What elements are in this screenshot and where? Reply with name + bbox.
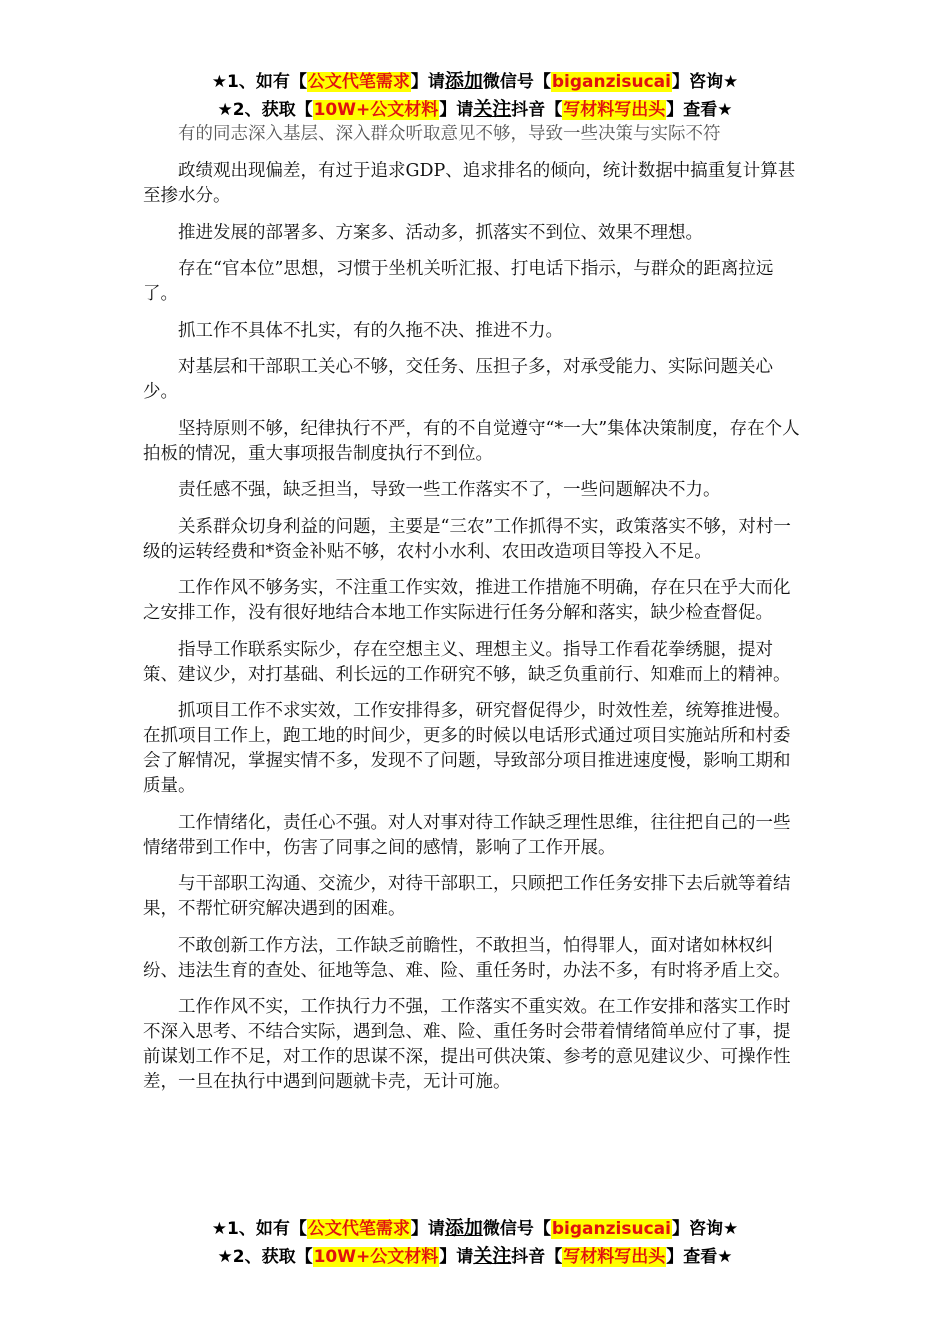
paragraph: 指导工作联系实际少，存在空想主义、理想主义。指导工作看花拳绣腿，提对策、建议少，对打基础、利长远的工作研究不够，缺乏负重前行、知难而上的精神。: [143, 639, 791, 685]
douyin-account: 写材料写出头: [563, 100, 666, 120]
paragraph: 有的同志深入基层、深入群众听取意见不够，导致一些决策与实际不符: [178, 124, 721, 144]
promo-line-1: ★1、如有【公文代笔需求】请添加微信号【biganzisucai】咨询★: [211, 70, 739, 92]
promo-banner-top: [0, 68, 950, 124]
promo-banner-bottom: [0, 1215, 950, 1271]
document-body: [143, 122, 803, 1107]
paragraph: 工作作风不够务实，不注重工作实效，推进工作措施不明确，存在只在乎大而化之安排工作，没有很好地结合本地工作实际进行任务分解和落实，缺少检查督促。: [143, 578, 791, 623]
paragraph: 抓项目工作不求实效，工作安排得多，研究督促得少，时效性差，统筹推进慢。在抓项目工作上，跑工地的时间少，更多的时候以电话形式通过项目实施站所和村委会了解情况，掌握实情不多，发现不了问题，导致部分项目推进速度慢，影响工期和质量。: [143, 701, 791, 796]
promo-highlight: 10W+公文材料: [313, 1247, 439, 1267]
paragraph: 责任感不强，缺乏担当，导致一些工作落实不了，一些问题解决不力。: [178, 480, 721, 500]
paragraph: 关系群众切身利益的问题，主要是“三农”工作抓得不实，政策落实不够，对村一级的运转经费和*资金补贴不够，农村小水利、农田改造项目等投入不足。: [143, 516, 791, 562]
paragraph: 坚持原则不够，纪律执行不严，有的不自觉遵守“*一大”集体决策制度，存在个人拍板的情况，重大事项报告制度执行不到位。: [143, 418, 800, 464]
promo-line-2: ★2、获取【10W+公文材料】请关注抖音【写材料写出头】查看★: [217, 98, 733, 120]
wechat-id: biganzisucai: [551, 72, 671, 92]
promo-highlight: 公文代笔需求: [307, 72, 410, 92]
wechat-id: biganzisucai: [551, 1219, 671, 1239]
paragraph: 抓工作不具体不扎实，有的久拖不决、推进不力。: [178, 320, 563, 341]
paragraph: 对基层和干部职工关心不够，交任务、压担子多，对承受能力、实际问题关心少。: [143, 357, 773, 402]
promo-line-1: ★1、如有【公文代笔需求】请添加微信号【biganzisucai】咨询★: [211, 1217, 739, 1239]
promo-line-2: ★2、获取【10W+公文材料】请关注抖音【写材料写出头】查看★: [217, 1245, 733, 1267]
paragraph: 推进发展的部署多、方案多、活动多，抓落实不到位、效果不理想。: [178, 222, 703, 243]
paragraph: 与干部职工沟通、交流少，对待干部职工，只顾把工作任务安排下去后就等着结果，不帮忙研究解决遇到的困难。: [143, 874, 791, 919]
promo-highlight: 公文代笔需求: [307, 1219, 410, 1239]
paragraph: 存在“官本位”思想，习惯于坐机关听汇报、打电话下指示，与群众的距离拉远了。: [143, 259, 774, 304]
paragraph: 工作作风不实，工作执行力不强，工作落实不重实效。在工作安排和落实工作时不深入思考、不结合实际，遇到急、难、险、重任务时会带着情绪简单应付了事，提前谋划工作不足，对工作的思谋不深，提出可供决策、参考的意见建议少、可操作性差，一旦在执行中遇到问题就卡壳，无计可施。: [143, 997, 791, 1092]
paragraph: 工作情绪化，责任心不强。对人对事对待工作缺乏理性思维，往往把自己的一些情绪带到工作中，伤害了同事之间的感情，影响了工作开展。: [143, 812, 791, 858]
paragraph: 政绩观出现偏差，有过于追求GDP、追求排名的倾向，统计数据中搞重复计算甚至掺水分。: [143, 161, 796, 206]
promo-highlight: 10W+公文材料: [313, 100, 439, 120]
paragraph: 不敢创新工作方法，工作缺乏前瞻性，不敢担当，怕得罪人，面对诸如林权纠纷、违法生育的查处、征地等急、难、险、重任务时，办法不多，有时将矛盾上交。: [143, 935, 791, 981]
douyin-account: 写材料写出头: [563, 1247, 666, 1267]
